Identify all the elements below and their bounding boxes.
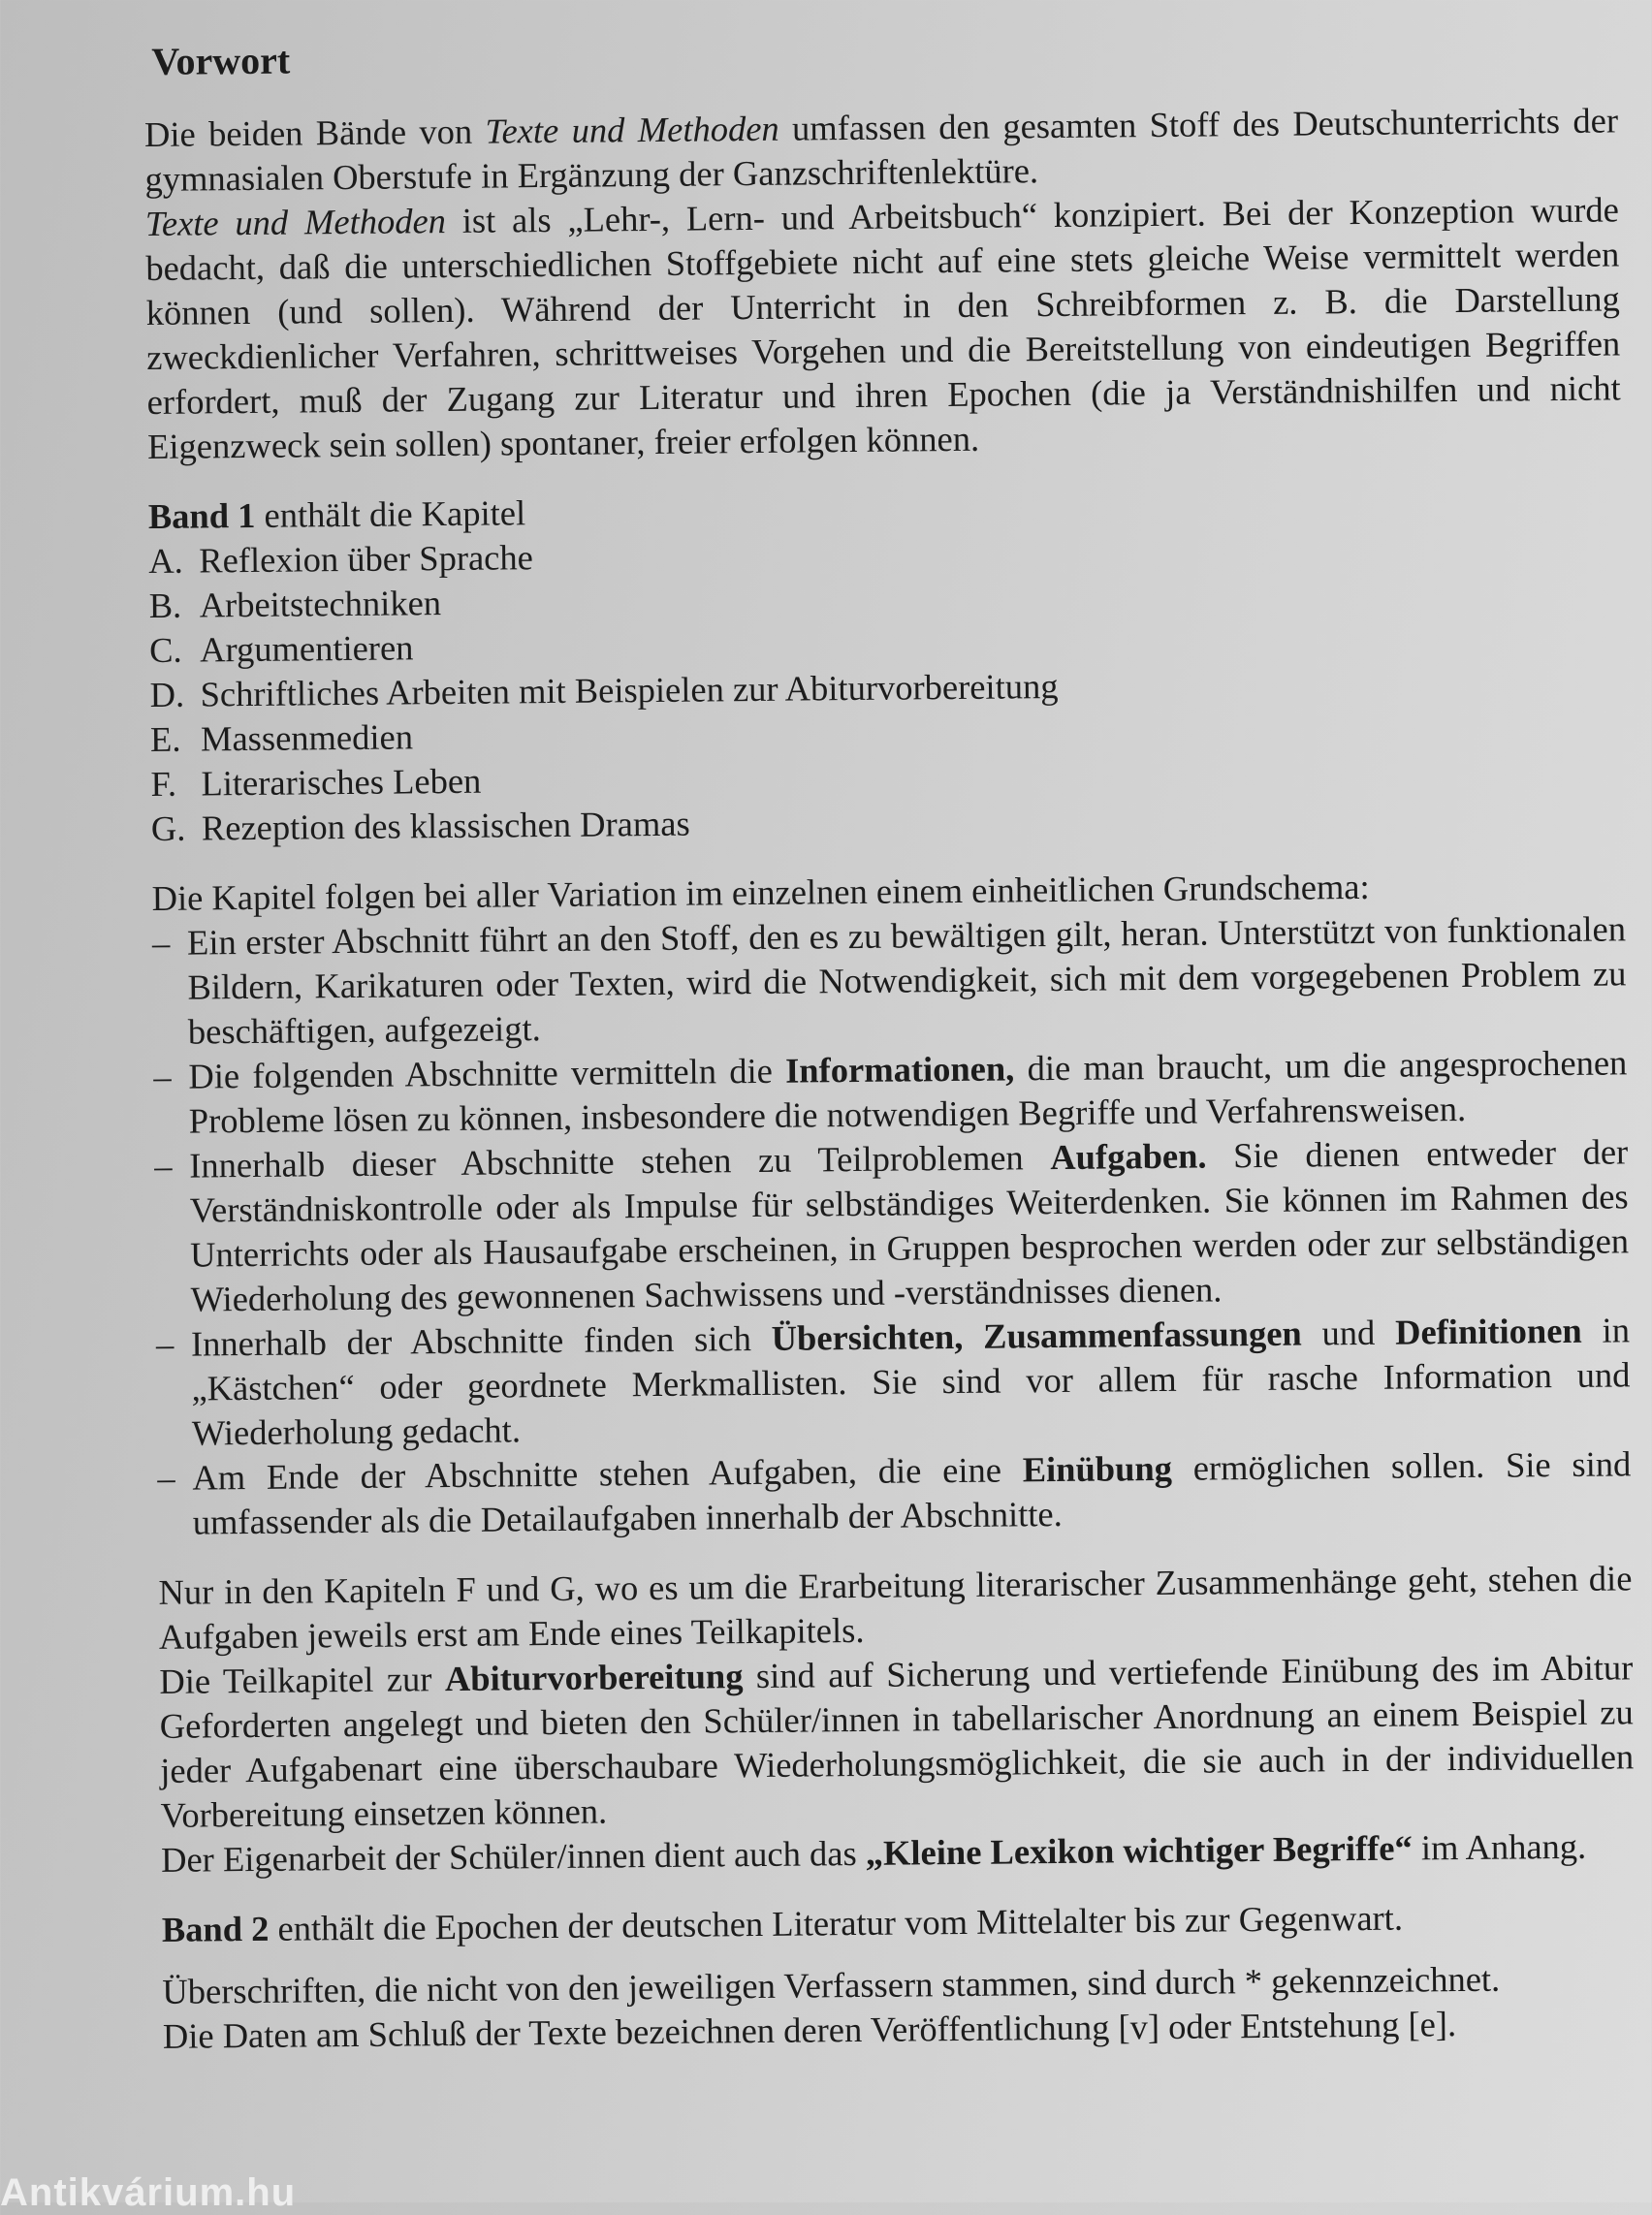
chapter-letter: D.	[149, 674, 185, 714]
chapter-title: Schriftliches Arbeiten mit Beispielen zur Abiturvorbereitung	[200, 665, 1059, 714]
intro-text: Die beiden Bände von	[143, 111, 486, 154]
chapter-title: Reflexion über Sprache	[199, 537, 534, 581]
item-bold: Übersichten, Zusammenfassungen	[771, 1313, 1302, 1358]
note-line: Die Daten am Schluß der Texte bezeichnen deren Veröffentlichung [v] oder Entstehung [e].	[162, 2004, 1457, 2056]
band1-rest: enthält die Kapitel	[255, 492, 526, 535]
closing-text: sind auf Sicherung und vertiefende Einübung des im Abitur Geforderten angelegt und bieten den Schüler/innen in tabellarischer Anordnung an einem Beispiel zu jeder Aufgabenart eine überschaubare Wiederholungsmöglichkeit, die sie auch in der individuellen Vorbereitung einsetzen können.	[159, 1647, 1635, 1835]
book-title: Texte und Methoden	[485, 108, 779, 151]
dash-marker: –	[157, 1457, 175, 1498]
item-text: Sie dienen entweder der Verständniskontrolle oder als Impulse für selbständiges Weiterdenken. Sie können im Rahmen des Unterrichts oder als Hausaufgabe erscheinen, in Gruppen besprochen werden oder zur selbständigen Wiederholung des gewonnenen Sachwissens und -verständnisses dienen.	[189, 1131, 1630, 1319]
chapter-letter: G.	[150, 807, 186, 848]
page-title: Vorwort	[151, 38, 291, 83]
list-item	[153, 1040, 1628, 1144]
chapter-title: Rezeption des klassischen Dramas	[201, 803, 690, 848]
closing-text: Der Eigenarbeit der Schüler/innen dient auch das	[160, 1832, 866, 1880]
band2-paragraph	[162, 1893, 1636, 1952]
chapter-title: Argumentieren	[199, 627, 414, 670]
schema-list	[152, 906, 1632, 1545]
intro-paragraph	[144, 98, 1621, 469]
chapter-letter: F.	[150, 763, 177, 804]
chapter-letter: A.	[148, 540, 183, 581]
chapter-title: Massenmedien	[200, 716, 414, 759]
band1-section	[148, 480, 1625, 851]
closing-bold: Abiturvorbereitung	[444, 1656, 744, 1699]
band2-label: Band 2	[161, 1908, 270, 1949]
item-text: die man braucht, um die angesprochenen Probleme lösen zu können, insbesondere die notwendigen Begriffe und Verfahrensweisen.	[188, 1042, 1628, 1141]
closing-text: Die Teilkapitel zur	[159, 1659, 446, 1701]
item-text: Ein erster Abschnitt führt an den Stoff, den es zu bewältigen gilt, heran. Unterstützt von funktionalen Bildern, Karikaturen oder Texten, wird die Notwendigkeit, sich mit dem vorgegebenen Problem zu beschäftigen, aufgezeigt.	[186, 908, 1627, 1052]
dash-marker: –	[153, 1056, 172, 1096]
dash-marker: –	[155, 1323, 175, 1364]
chapter-letter: C.	[148, 629, 182, 670]
item-text: Am Ende der Abschnitte stehen Aufgaben, die eine	[192, 1449, 1023, 1498]
watermark: Antikvárium.hu	[0, 2171, 297, 2214]
item-text: in „Kästchen“ oder geordnete Merkmallisten. Sie sind vor allem für rasche Information und Wiederholung gedacht.	[191, 1310, 1631, 1453]
item-bold: Aufgaben.	[1050, 1135, 1207, 1178]
band1-label: Band 1	[147, 494, 256, 536]
chapter-letter: E.	[149, 718, 181, 759]
closing-paragraph: Nur in den Kapiteln F und G, wo es um die Erarbeitung literarischer Zusammenhänge geht, stehen die Aufgaben jeweils erst am Ende eines Teilkapitels.	[158, 1558, 1633, 1657]
closing-section	[158, 1556, 1635, 1883]
chapter-title: Literarisches Leben	[201, 760, 482, 804]
band2-section	[162, 1893, 1636, 1952]
notes-section	[162, 1955, 1636, 2059]
band2-rest: enthält die Epochen der deutschen Literatur vom Mittelalter bis zur Gegenwart.	[269, 1897, 1404, 1948]
item-text: Innerhalb der Abschnitte finden sich	[190, 1317, 772, 1364]
schema-section	[151, 862, 1632, 1545]
chapter-title: Arbeitstechniken	[199, 583, 442, 625]
closing-bold: „Kleine Lexikon wichtiger Begriffe“	[865, 1827, 1413, 1873]
book-title: Texte und Methoden	[144, 201, 447, 243]
list-item	[154, 1129, 1630, 1322]
schema-lead: Die Kapitel folgen bei aller Variation im einzelnen einem einheitlichen Grundschema:	[151, 866, 1370, 918]
dash-marker: –	[154, 1145, 173, 1186]
item-bold: Einübung	[1022, 1447, 1173, 1490]
item-text: Die folgenden Abschnitte vermitteln die	[188, 1050, 786, 1096]
dash-marker: –	[151, 922, 171, 963]
intro-text: ist als „Lehr-, Lern- und Arbeitsbuch“ konzipiert. Bei der Konzeption wurde bedacht, daß die unterschiedlichen Stoffgebiete nicht auf eine stets gleiche Weise vermittelt werden können (und sollen). Während der Unterricht in den Schreibformen z. B. die Darstellung zweckdienlicher Verfahren, schrittweises Vorgehen und die Bereitstellung von eindeutigen Begriffen erfordert, muß der Zugang zur Literatur und ihren Epochen (die ja Verständnishilfen und nicht Eigenzweck sein sollen) spontaner, freier erfolgen können.	[145, 189, 1621, 466]
chapter-letter: B.	[148, 585, 182, 625]
list-item	[152, 906, 1627, 1055]
item-text: und	[1301, 1312, 1396, 1353]
chapter-list	[148, 524, 1625, 851]
closing-paragraph	[159, 1645, 1635, 1838]
item-bold: Informationen,	[784, 1048, 1015, 1091]
page	[143, 15, 1636, 2058]
list-item	[157, 1441, 1632, 1545]
item-text: ermöglichen sollen. Sie sind umfassender als die Detailaufgaben innerhalb der Abschnitte.	[192, 1443, 1632, 1542]
list-item	[156, 1308, 1631, 1456]
intro-text: umfassen den gesamten Stoff des Deutschunterrichts der gymnasialen Oberstufe in Ergänzung der Ganzschriftenlektüre.	[144, 100, 1619, 199]
note-line: Überschriften, die nicht von den jeweiligen Verfassern stammen, sind durch * gekennzeichnet.	[162, 1958, 1501, 2011]
closing-text: im Anhang.	[1412, 1825, 1587, 1868]
item-text: Innerhalb dieser Abschnitte stehen zu Teilproblemen	[189, 1137, 1051, 1186]
item-bold: Definitionen	[1394, 1310, 1582, 1352]
